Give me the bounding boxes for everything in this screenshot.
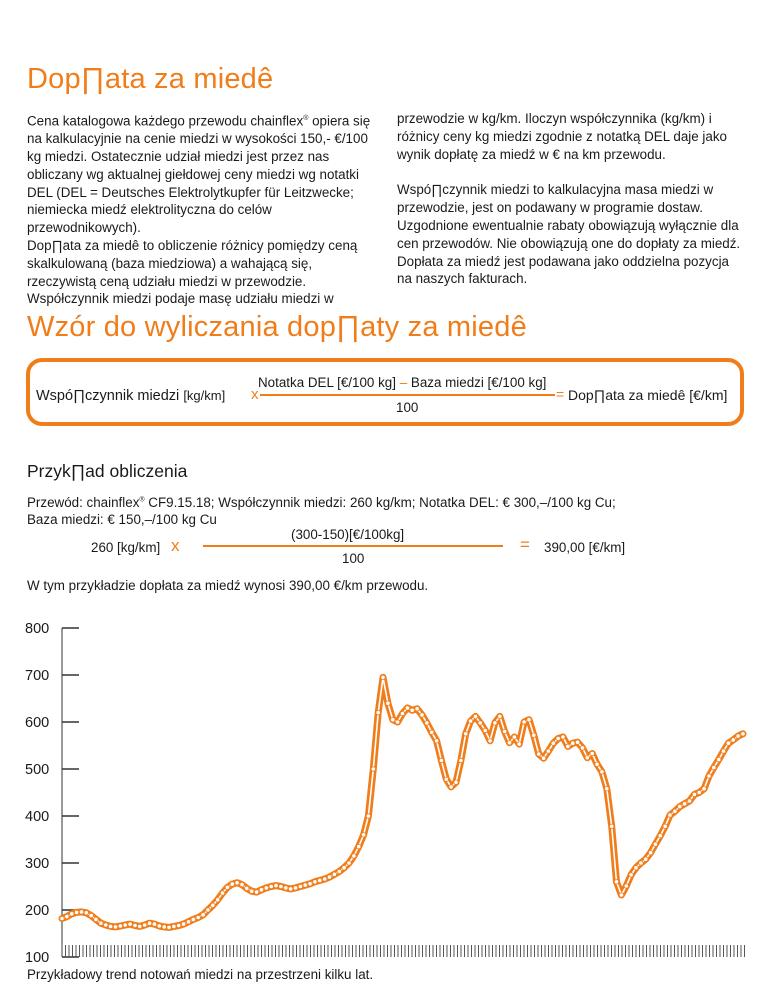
data-point <box>473 714 477 718</box>
data-point <box>361 833 365 837</box>
data-point <box>381 675 385 679</box>
data-point <box>566 744 570 748</box>
data-point <box>181 922 185 926</box>
data-point <box>400 711 404 715</box>
data-point <box>259 888 263 892</box>
data-point <box>391 718 395 722</box>
data-point <box>99 921 103 925</box>
data-point <box>196 915 200 919</box>
data-point <box>610 824 614 828</box>
data-point <box>658 834 662 838</box>
data-point <box>70 912 74 916</box>
data-point <box>157 924 161 928</box>
data-point <box>323 877 327 881</box>
copper-price-chart <box>0 600 768 994</box>
data-point <box>527 718 531 722</box>
data-point <box>736 734 740 738</box>
data-point <box>483 728 487 732</box>
y-tick-label: 300 <box>25 856 50 872</box>
data-point <box>269 884 273 888</box>
data-point <box>605 787 609 791</box>
example-denominator: 100 <box>342 551 365 566</box>
intro-paragraph-1: Cena katalogowa każdego przewodu chainflex® opiera się na kalkulacyjnie na cenie miedzi w wysokości 150,- €/100 kg miedzi. Ostatecznie udział miedzi jest przez nas obliczany wg aktualnej giełdowej ceny miedzi wg notatki DEL (DEL = Deutsches Elektrolytkupfer für Leitzwecke; niemiecka miedź elektrolityczna do celów przewodnikowych). <box>27 113 371 236</box>
data-point <box>366 814 370 818</box>
data-point <box>561 735 565 739</box>
intro-paragraph-3: przewodzie w kg/km. Iloczyn współczynnika (kg/km) i różnicy ceny kg miedzi zgodnie z notatką DEL daje jako wynik dopłatę za miedź w € na km przewodu. <box>397 111 727 162</box>
data-point <box>707 774 711 778</box>
data-point <box>308 882 312 886</box>
y-tick-label: 400 <box>25 809 50 825</box>
data-point <box>284 886 288 890</box>
data-point <box>94 917 98 921</box>
data-point <box>357 844 361 848</box>
data-point <box>288 887 292 891</box>
data-point <box>624 884 628 888</box>
data-point <box>216 898 220 902</box>
data-point <box>595 762 599 766</box>
data-point <box>546 749 550 753</box>
y-tick-label: 200 <box>25 903 50 919</box>
data-point <box>327 875 331 879</box>
data-point <box>191 917 195 921</box>
data-point <box>352 854 356 858</box>
data-point <box>575 740 579 744</box>
data-point <box>201 913 205 917</box>
data-point <box>585 756 589 760</box>
intro-left-column <box>27 110 372 308</box>
data-point <box>211 903 215 907</box>
data-point <box>60 916 64 920</box>
data-point <box>395 720 399 724</box>
data-point <box>240 882 244 886</box>
data-point <box>186 920 190 924</box>
data-point <box>673 809 677 813</box>
data-point <box>444 777 448 781</box>
data-point <box>551 741 555 745</box>
data-point <box>332 872 336 876</box>
data-point <box>590 751 594 755</box>
data-point <box>498 714 502 718</box>
data-point <box>648 851 652 855</box>
data-point <box>507 741 511 745</box>
example-numerator: (300-150)[€/100kg] <box>291 527 405 542</box>
y-tick-label: 100 <box>25 950 50 966</box>
data-point <box>405 706 409 710</box>
section-title-formula: Wzór do wyliczania dop∏aty za miedê <box>27 311 527 343</box>
data-point <box>468 719 472 723</box>
data-point <box>517 742 521 746</box>
data-point <box>250 889 254 893</box>
data-point <box>65 914 69 918</box>
data-point <box>697 790 701 794</box>
data-point <box>279 884 283 888</box>
example-conclusion: W tym przykładzie dopłata za miedź wynosi 390,00 €/km przewodu. <box>27 578 429 593</box>
intro-paragraph-4: Wspó∏czynnik miedzi to kalkulacyjna masa miedzi w przewodzie, jest on podawany w programie dostaw. Uzgodnione ewentualnie rabaty obowiązują wyłącznie dla cen przewodów. Nie obowiązują one do dopłaty za miedź. Dopłata za miedź jest podawana jako oddzielna pozycja na naszych fakturach. <box>397 182 741 287</box>
data-point <box>653 842 657 846</box>
data-point <box>108 924 112 928</box>
data-point <box>342 866 346 870</box>
data-point <box>721 749 725 753</box>
data-point <box>532 733 536 737</box>
data-point <box>177 923 181 927</box>
data-point <box>668 813 672 817</box>
data-point <box>541 756 545 760</box>
data-point <box>663 824 667 828</box>
data-point <box>264 886 268 890</box>
y-tick-label: 600 <box>25 715 50 731</box>
data-point <box>692 792 696 796</box>
data-point <box>274 883 278 887</box>
section-title-surcharge: Dop∏ata za miedê <box>27 63 274 95</box>
data-point <box>220 891 224 895</box>
data-point <box>430 730 434 734</box>
data-point <box>245 886 249 890</box>
y-tick-label: 500 <box>25 762 50 778</box>
data-point <box>123 923 127 927</box>
data-point <box>254 890 258 894</box>
formula-fraction-line <box>260 394 555 396</box>
example-title: Przyk∏ad obliczenia <box>27 461 188 481</box>
example-times-sign: x <box>171 536 180 555</box>
formula-denominator: 100 <box>396 400 419 415</box>
example-equals-sign: = <box>520 535 530 554</box>
data-point <box>138 924 142 928</box>
data-point <box>682 802 686 806</box>
data-point <box>420 713 424 717</box>
data-point <box>580 746 584 750</box>
data-point <box>79 910 83 914</box>
data-point <box>678 804 682 808</box>
data-point <box>488 739 492 743</box>
data-point <box>74 910 78 914</box>
data-point <box>133 923 137 927</box>
data-point <box>293 886 297 890</box>
data-point <box>128 922 132 926</box>
data-point <box>206 908 210 912</box>
data-point <box>731 738 735 742</box>
data-point <box>571 741 575 745</box>
data-point <box>434 739 438 743</box>
data-point <box>687 799 691 803</box>
data-point <box>303 883 307 887</box>
data-point <box>449 785 453 789</box>
example-fraction-line <box>203 545 503 547</box>
data-point <box>162 925 166 929</box>
data-point <box>512 735 516 739</box>
data-point <box>478 721 482 725</box>
formula-times-sign: x <box>251 386 259 403</box>
data-point <box>726 741 730 745</box>
data-point <box>118 924 122 928</box>
data-point <box>741 732 745 736</box>
intro-paragraph-2: Dop∏ata za miedê to obliczenie różnicy pomiędzy ceną skalkulowaną (baza miedziowa) a wahającą się, rzeczywistą ceną udziału miedzi w przewodzie. Współczynnik miedzi podaje masę udziału miedzi w <box>27 238 358 307</box>
data-point <box>347 861 351 865</box>
chart-caption: Przykładowy trend notowań miedzi na przestrzeni kilku lat. <box>27 967 374 982</box>
data-point <box>702 787 706 791</box>
data-point <box>376 710 380 714</box>
data-point <box>522 720 526 724</box>
data-point <box>371 767 375 771</box>
data-point <box>600 770 604 774</box>
data-point <box>614 880 618 884</box>
data-point <box>454 780 458 784</box>
data-point <box>89 913 93 917</box>
formula-factor: Wspó∏czynnik miedzi [kg/km] <box>36 388 226 404</box>
formula-equals-sign: = <box>556 386 565 402</box>
data-point <box>104 923 108 927</box>
data-point <box>464 732 468 736</box>
data-point <box>502 729 506 733</box>
data-point <box>712 765 716 769</box>
data-point <box>556 736 560 740</box>
data-point <box>629 873 633 877</box>
data-point <box>425 721 429 725</box>
data-point <box>717 757 721 761</box>
data-point <box>439 758 443 762</box>
data-point <box>172 924 176 928</box>
data-point <box>634 866 638 870</box>
data-point <box>113 925 117 929</box>
y-tick-label: 700 <box>25 668 50 684</box>
example-line-2: Baza miedzi: € 150,–/100 kg Cu <box>27 512 217 527</box>
data-point <box>318 878 322 882</box>
data-point <box>235 881 239 885</box>
data-point <box>386 701 390 705</box>
data-point <box>459 758 463 762</box>
formula-numerator: Notatka DEL [€/100 kg] – Baza miedzi [€/100 kg] <box>258 375 547 390</box>
intro-right-column <box>397 110 745 288</box>
data-point <box>225 885 229 889</box>
data-point <box>410 708 414 712</box>
data-point <box>147 921 151 925</box>
data-point <box>337 869 341 873</box>
data-point <box>143 923 147 927</box>
example-line-1: Przewód: chainflex® CF9.15.18; Współczynnik miedzi: 260 kg/km; Notatka DEL: € 300,–/100 kg Cu; <box>27 495 616 510</box>
data-point <box>415 707 419 711</box>
example-result: 390,00 [€/km] <box>544 540 626 555</box>
formula-result: Dop∏ata za miedê [€/km] <box>568 387 728 403</box>
data-point <box>537 752 541 756</box>
data-point <box>167 925 171 929</box>
data-point <box>84 911 88 915</box>
example-factor: 260 [kg/km] <box>91 540 161 555</box>
data-point <box>230 882 234 886</box>
data-point <box>313 880 317 884</box>
data-point <box>619 893 623 897</box>
data-point <box>298 884 302 888</box>
data-point <box>493 721 497 725</box>
data-point <box>152 922 156 926</box>
data-point <box>644 857 648 861</box>
data-point <box>639 861 643 865</box>
y-tick-label: 800 <box>25 621 50 637</box>
